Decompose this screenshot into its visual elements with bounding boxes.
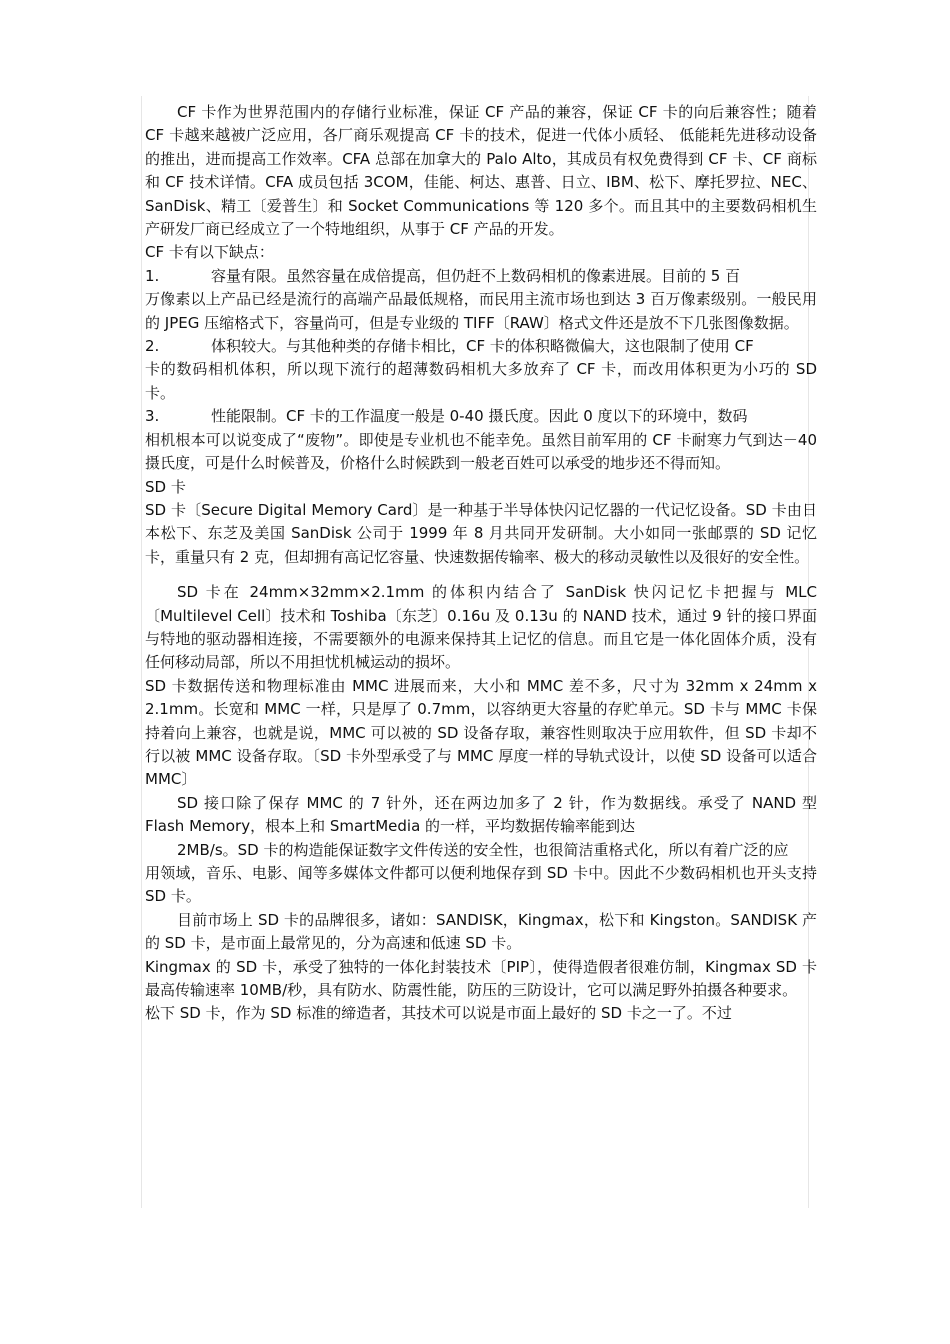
section-heading-sd-card: SD 卡 xyxy=(145,477,186,496)
list-item-first-line: 体积较大。与其他种类的存储卡相比，CF 卡的体积略微偏大，这也限制了使用 CF xyxy=(211,337,754,356)
paragraph-sd-interface-cont: 2MB/s。SD 卡的构造能保证数字文件传送的安全性，也很简洁重格式化，所以有着广泛的应 xyxy=(177,840,789,859)
paragraph-cf-standard: CF 卡作为世界范围内的存储行业标准，保证 CF 产品的兼容，保证 CF 卡的向后兼容性；随着 CF 卡越来越被广泛应用，各厂商乐观提高 CF 卡的技术，促进一代体小质轻、 低能耗先进移动设备的推出，进而提高工作效率。CFA 总部在加拿大的 Palo Alto，其成员有权免费得到 CF 卡、CF 商标和 CF 技术详情。CFA 成员包括 3COM，佳能、柯达、惠普、日立、IBM、松下、摩托罗拉、NEC、SanDisk、精工〔爱普生〕和 Socket Communications 等 120 多个。而且其中的主要数码相机生产研发厂商已经成立了一个特地组织，从事于 CF 产品的开发。 xyxy=(145,103,817,239)
list-number: 3. xyxy=(145,407,160,426)
paragraph-sd-applications: 用领域，音乐、电影、闻等多媒体文件都可以便利地保存到 SD 卡中。因此不少数码相机也开头支持 SD 卡。 xyxy=(145,864,817,906)
paragraph-gap xyxy=(145,569,817,581)
list-item-first-line: 容量有限。虽然容量在成倍提高，但仍赶不上数码相机的像素进展。目前的 5 百 xyxy=(211,266,741,285)
paragraph-sd-mmc-compat: SD 卡数据传送和物理标准由 MMC 进展而来，大小和 MMC 差不多，尺寸为 32mm x 24mm x 2.1mm。长宽和 MMC 一样，只是厚了 0.7mm，以容纳更大容量的存贮单元。SD 卡与 MMC 卡保持着向上兼容，也就是说，MMC 可以被的 SD 设备存取，兼容性则取决于应用软件，但 SD 卡却不行以被 MMC 设备存取。〔SD 卡外型承受了与 MMC 厚度一样的导轨式设计，以使 SD 设备可以适合 MMC〕 xyxy=(145,676,817,789)
paragraph-kingmax: Kingmax 的 SD 卡，承受了独特的一体化封装技术〔PIP〕，使得造假者很难仿制，Kingmax SD 卡最高传输速率 10MB/秒，具有防水、防震性能，防压的三防设计，它可以满足野外拍摄各种要求。 xyxy=(145,957,817,1000)
paragraph-sd-interface: SD 接口除了保存 MMC 的 7 针外，还在两边加多了 2 针，作为数据线。承受了 NAND 型 Flash Memory，根本上和 SmartMedia 的一样，平均数据传输率能到达 xyxy=(145,793,817,836)
document-body xyxy=(145,101,817,1026)
list-number: 2. xyxy=(145,337,160,356)
paragraph-sd-intro: SD 卡〔Secure Digital Memory Card〕是一种基于半导体快闪记忆器的一代记忆设备。SD 卡由日本松下、东芝及美国 SanDisk 公司于 1999 年 8 月共同开发研制。大小如同一张邮票的 SD 记忆卡，重量只有 2 克，但却拥有高记忆容量、快速数据传输率、极大的移动灵敏性以及很好的安全性。 xyxy=(145,500,817,566)
list-item-size xyxy=(145,335,817,405)
paragraph-panasonic: 松下 SD 卡，作为 SD 标准的缔造者，其技术可以说是市面上最好的 SD 卡之一了。不过 xyxy=(145,1004,732,1023)
list-item-continuation: 卡的数码相机体积，所以现下流行的超薄数码相机大多放弃了 CF 卡，而改用体积更为小巧的 SD 卡。 xyxy=(145,360,817,402)
margin-guide-left xyxy=(141,96,142,1208)
paragraph-sd-technology: SD 卡在 24mm×32mm×2.1mm 的体积内结合了 SanDisk 快闪记忆卡把握与 MLC〔Multilevel Cell〕技术和 Toshiba〔东芝〕0.16u 及 0.13u 的 NAND 技术，通过 9 针的接口界面与特地的驱动器相连接，不需要额外的电源来保持其上记忆的信息。而且它是一体化固体介质，没有任何移动局部，所以不用担忧机械运动的损坏。 xyxy=(145,583,817,672)
list-item-continuation: 万像素以上产品已经是流行的高端产品最低规格，而民用主流市场也到达 3 百万像素级别。一般民用的 JPEG 压缩格式下，容量尚可，但是专业级的 TIFF〔RAW〕格式文件还是放不下几张图像数据。 xyxy=(145,290,817,332)
list-number: 1. xyxy=(145,266,160,285)
list-item-first-line: 性能限制。CF 卡的工作温度一般是 0-40 摄氏度。因此 0 度以下的环境中，数码 xyxy=(211,407,748,426)
list-item-performance xyxy=(145,405,817,475)
list-item-capacity xyxy=(145,265,817,335)
paragraph-sd-brands: 目前市场上 SD 卡的品牌很多，诸如：SANDISK，Kingmax，松下和 Kingston。SANDISK 产的 SD 卡，是市面上最常见的，分为高速和低速 SD 卡。 xyxy=(145,910,817,953)
list-item-continuation: 相机根本可以说变成了“废物”。即使是专业机也不能幸免。虽然目前军用的 CF 卡耐寒力气到达－40 摄氏度，可是什么时候普及，价格什么时候跌到一般老百姓可以承受的地步还不得而知。 xyxy=(145,430,817,473)
paragraph-cf-drawbacks-heading: CF 卡有以下缺点： xyxy=(145,243,274,262)
